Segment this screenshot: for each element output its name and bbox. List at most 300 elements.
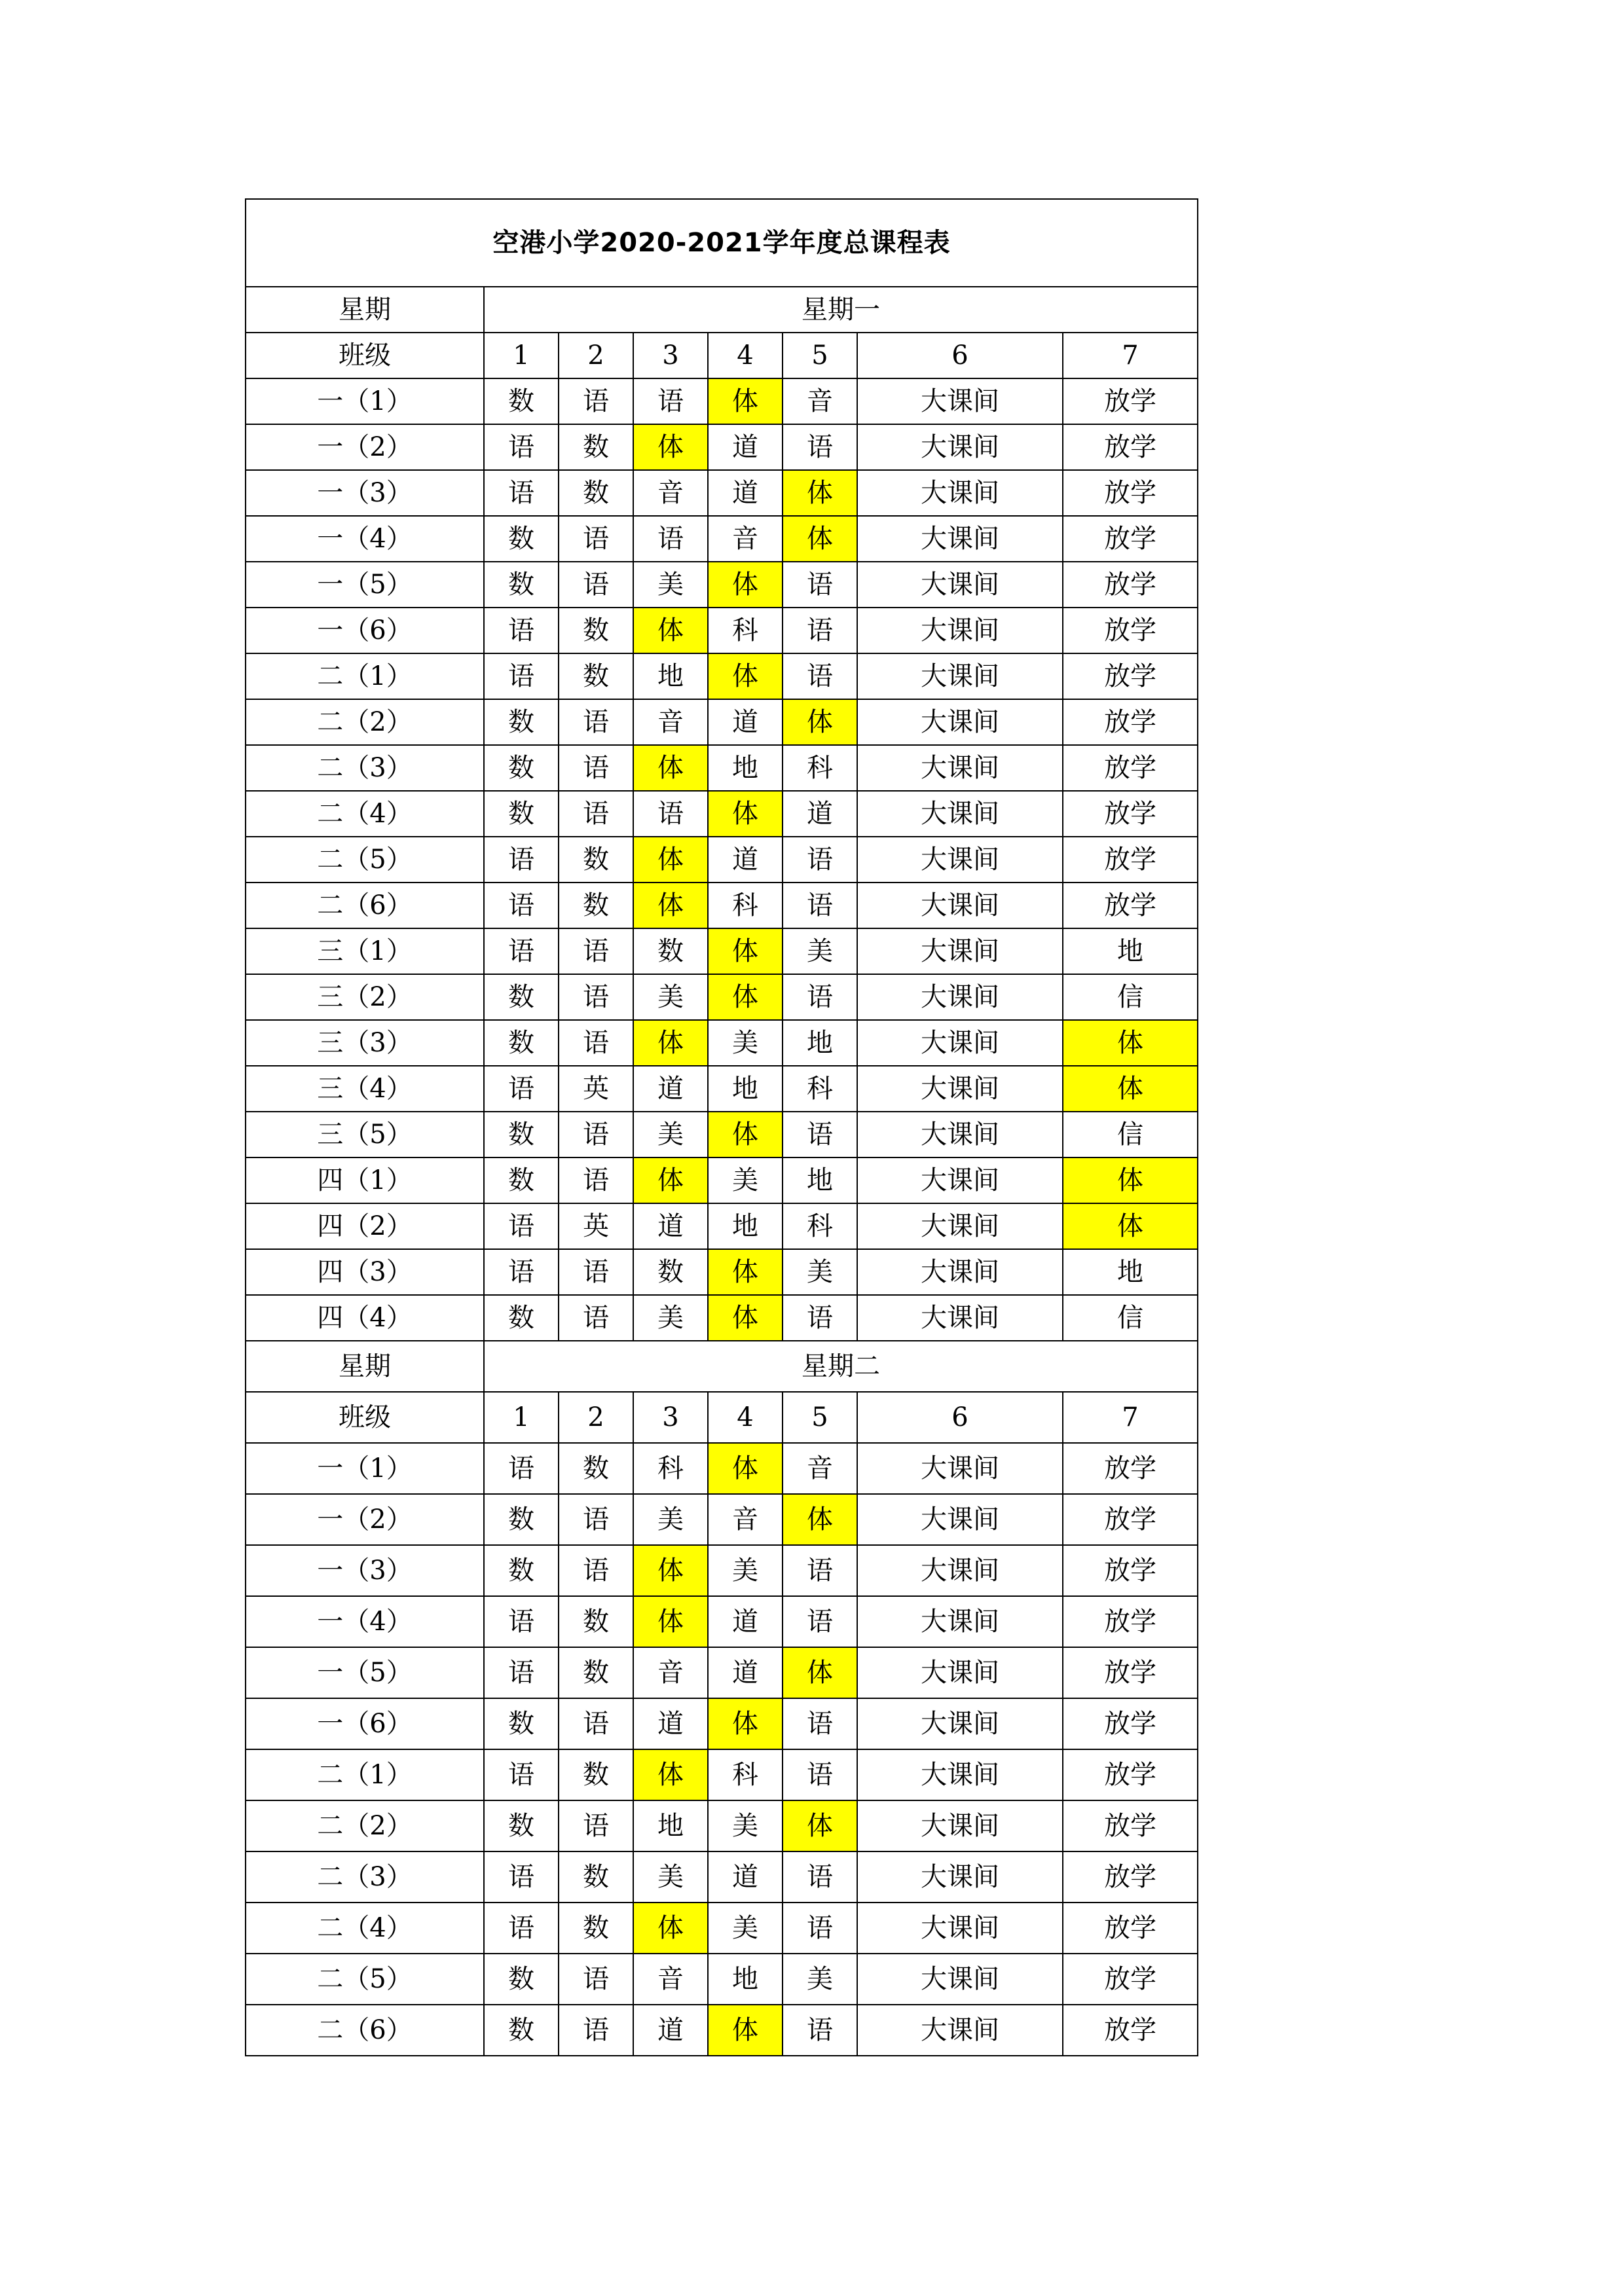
subject-cell: 美	[783, 928, 857, 974]
weekday-name: 星期二	[484, 1341, 1198, 1392]
class-name: 一（6）	[246, 608, 484, 653]
subject-cell: 大课间	[857, 1647, 1063, 1698]
subject-cell: 放学	[1063, 1800, 1198, 1851]
table-row	[246, 1443, 1198, 1494]
class-name: 二（3）	[246, 1851, 484, 1903]
class-name: 二（4）	[246, 791, 484, 837]
subject-cell: 体	[783, 699, 857, 745]
subject-cell: 放学	[1063, 424, 1198, 470]
subject-cell: 体	[633, 1545, 708, 1596]
subject-cell: 体	[783, 516, 857, 562]
subject-cell: 语	[783, 424, 857, 470]
subject-cell: 放学	[1063, 1647, 1198, 1698]
class-name: 一（4）	[246, 1596, 484, 1647]
subject-cell: 数	[484, 1494, 559, 1545]
table-row	[246, 1954, 1198, 2005]
subject-cell: 数	[633, 928, 708, 974]
class-label: 班级	[246, 333, 484, 378]
subject-cell: 数	[559, 1903, 633, 1954]
class-name: 一（5）	[246, 1647, 484, 1698]
table-row	[246, 974, 1198, 1020]
subject-cell: 体	[1063, 1066, 1198, 1112]
subject-cell: 大课间	[857, 1545, 1063, 1596]
subject-cell: 语	[484, 1647, 559, 1698]
subject-cell: 语	[559, 974, 633, 1020]
subject-cell: 美	[633, 974, 708, 1020]
subject-cell: 美	[633, 1494, 708, 1545]
subject-cell: 体	[708, 1249, 783, 1295]
subject-cell: 体	[783, 1800, 857, 1851]
subject-cell: 语	[559, 1295, 633, 1341]
table-row	[246, 699, 1198, 745]
subject-cell: 数	[559, 1851, 633, 1903]
subject-cell: 英	[559, 1203, 633, 1249]
subject-cell: 体	[1063, 1157, 1198, 1203]
subject-cell: 信	[1063, 1295, 1198, 1341]
subject-cell: 科	[783, 1066, 857, 1112]
period-number: 4	[708, 1392, 783, 1443]
period-number: 6	[857, 1392, 1063, 1443]
subject-cell: 科	[633, 1443, 708, 1494]
subject-cell: 数	[559, 1647, 633, 1698]
subject-cell: 音	[783, 378, 857, 424]
subject-cell: 道	[708, 699, 783, 745]
subject-cell: 放学	[1063, 1698, 1198, 1749]
subject-cell: 数	[484, 1800, 559, 1851]
subject-cell: 科	[708, 883, 783, 928]
subject-cell: 大课间	[857, 516, 1063, 562]
subject-cell: 放学	[1063, 699, 1198, 745]
table-row	[246, 653, 1198, 699]
subject-cell: 数	[559, 424, 633, 470]
class-name: 二（4）	[246, 1903, 484, 1954]
table-row	[246, 1596, 1198, 1647]
subject-cell: 大课间	[857, 1443, 1063, 1494]
subject-cell: 放学	[1063, 516, 1198, 562]
subject-cell: 语	[633, 378, 708, 424]
subject-cell: 放学	[1063, 470, 1198, 516]
subject-cell: 大课间	[857, 608, 1063, 653]
subject-cell: 地	[633, 1800, 708, 1851]
subject-cell: 体	[708, 378, 783, 424]
subject-cell: 体	[633, 424, 708, 470]
table-row	[246, 1112, 1198, 1157]
subject-cell: 数	[559, 608, 633, 653]
subject-cell: 语	[783, 837, 857, 883]
subject-cell: 语	[559, 1249, 633, 1295]
table-row	[246, 1800, 1198, 1851]
subject-cell: 体	[633, 1020, 708, 1066]
subject-cell: 美	[633, 1851, 708, 1903]
subject-cell: 数	[484, 974, 559, 1020]
subject-cell: 大课间	[857, 883, 1063, 928]
subject-cell: 体	[708, 2005, 783, 2056]
subject-cell: 语	[484, 653, 559, 699]
subject-cell: 体	[633, 1903, 708, 1954]
subject-cell: 大课间	[857, 653, 1063, 699]
class-name: 二（3）	[246, 745, 484, 791]
class-name: 三（2）	[246, 974, 484, 1020]
class-name: 三（1）	[246, 928, 484, 974]
subject-cell: 大课间	[857, 1494, 1063, 1545]
subject-cell: 音	[783, 1443, 857, 1494]
subject-cell: 数	[484, 378, 559, 424]
table-row	[246, 1066, 1198, 1112]
subject-cell: 道	[708, 1596, 783, 1647]
subject-cell: 美	[783, 1249, 857, 1295]
subject-cell: 音	[633, 699, 708, 745]
period-number: 6	[857, 333, 1063, 378]
subject-cell: 语	[484, 1249, 559, 1295]
subject-cell: 大课间	[857, 1066, 1063, 1112]
subject-cell: 地	[1063, 928, 1198, 974]
subject-cell: 数	[559, 1749, 633, 1800]
subject-cell: 放学	[1063, 1954, 1198, 2005]
class-name: 四（1）	[246, 1157, 484, 1203]
period-number: 7	[1063, 333, 1198, 378]
subject-cell: 语	[559, 928, 633, 974]
table-row	[246, 1295, 1198, 1341]
class-name: 三（4）	[246, 1066, 484, 1112]
subject-cell: 数	[484, 1954, 559, 2005]
subject-cell: 大课间	[857, 928, 1063, 974]
subject-cell: 语	[783, 608, 857, 653]
subject-cell: 语	[484, 470, 559, 516]
subject-cell: 大课间	[857, 378, 1063, 424]
subject-cell: 大课间	[857, 1157, 1063, 1203]
subject-cell: 体	[633, 883, 708, 928]
subject-cell: 体	[708, 928, 783, 974]
subject-cell: 语	[559, 745, 633, 791]
subject-cell: 地	[1063, 1249, 1198, 1295]
subject-cell: 科	[708, 608, 783, 653]
subject-cell: 语	[783, 883, 857, 928]
subject-cell: 语	[484, 608, 559, 653]
period-number: 7	[1063, 1392, 1198, 1443]
subject-cell: 语	[559, 1698, 633, 1749]
subject-cell: 语	[484, 883, 559, 928]
subject-cell: 音	[708, 516, 783, 562]
class-name: 一（4）	[246, 516, 484, 562]
subject-cell: 道	[708, 1647, 783, 1698]
schedule-sheet	[245, 198, 1198, 2056]
class-name: 二（1）	[246, 1749, 484, 1800]
table-row	[246, 883, 1198, 928]
subject-cell: 体	[708, 562, 783, 608]
table-row	[246, 1545, 1198, 1596]
table-row	[246, 837, 1198, 883]
subject-cell: 音	[708, 1494, 783, 1545]
subject-cell: 数	[484, 1698, 559, 1749]
subject-cell: 信	[1063, 974, 1198, 1020]
subject-cell: 道	[633, 1203, 708, 1249]
subject-cell: 放学	[1063, 837, 1198, 883]
class-name: 三（3）	[246, 1020, 484, 1066]
subject-cell: 道	[633, 1066, 708, 1112]
subject-cell: 大课间	[857, 1020, 1063, 1066]
period-number: 5	[783, 1392, 857, 1443]
subject-cell: 体	[633, 837, 708, 883]
subject-cell: 语	[633, 791, 708, 837]
period-number: 1	[484, 333, 559, 378]
subject-cell: 语	[783, 974, 857, 1020]
subject-cell: 语	[484, 928, 559, 974]
subject-cell: 大课间	[857, 1903, 1063, 1954]
subject-cell: 语	[783, 2005, 857, 2056]
subject-cell: 数	[559, 837, 633, 883]
class-name: 二（6）	[246, 2005, 484, 2056]
subject-cell: 语	[484, 1443, 559, 1494]
subject-cell: 音	[633, 1647, 708, 1698]
class-name: 一（1）	[246, 378, 484, 424]
subject-cell: 数	[484, 516, 559, 562]
subject-cell: 数	[484, 745, 559, 791]
subject-cell: 体	[1063, 1020, 1198, 1066]
subject-cell: 放学	[1063, 378, 1198, 424]
subject-cell: 大课间	[857, 470, 1063, 516]
schedule-table	[245, 198, 1198, 2056]
subject-cell: 体	[783, 1647, 857, 1698]
subject-cell: 数	[559, 470, 633, 516]
subject-cell: 语	[559, 1545, 633, 1596]
table-row	[246, 928, 1198, 974]
table-row	[246, 1203, 1198, 1249]
subject-cell: 放学	[1063, 653, 1198, 699]
subject-cell: 数	[559, 1443, 633, 1494]
subject-cell: 道	[633, 2005, 708, 2056]
class-name: 一（5）	[246, 562, 484, 608]
table-row	[246, 745, 1198, 791]
subject-cell: 语	[783, 1112, 857, 1157]
subject-cell: 体	[708, 653, 783, 699]
period-number: 1	[484, 1392, 559, 1443]
subject-cell: 语	[783, 1851, 857, 1903]
subject-cell: 语	[633, 516, 708, 562]
subject-cell: 数	[484, 1020, 559, 1066]
subject-cell: 美	[633, 1295, 708, 1341]
subject-cell: 大课间	[857, 1698, 1063, 1749]
subject-cell: 语	[559, 1112, 633, 1157]
subject-cell: 语	[783, 1596, 857, 1647]
period-number: 3	[633, 1392, 708, 1443]
subject-cell: 放学	[1063, 745, 1198, 791]
subject-cell: 体	[708, 1698, 783, 1749]
subject-cell: 数	[484, 1295, 559, 1341]
subject-cell: 体	[633, 745, 708, 791]
class-name: 二（5）	[246, 1954, 484, 2005]
subject-cell: 体	[633, 608, 708, 653]
page-title: 空港小学2020-2021学年度总课程表	[246, 199, 1198, 287]
table-row	[246, 1749, 1198, 1800]
subject-cell: 数	[484, 562, 559, 608]
subject-cell: 数	[484, 1545, 559, 1596]
class-label: 班级	[246, 1392, 484, 1443]
subject-cell: 体	[708, 791, 783, 837]
table-row	[246, 1903, 1198, 1954]
subject-cell: 语	[783, 1698, 857, 1749]
subject-cell: 数	[484, 1157, 559, 1203]
subject-cell: 语	[783, 1545, 857, 1596]
class-name: 四（4）	[246, 1295, 484, 1341]
subject-cell: 美	[633, 562, 708, 608]
table-row	[246, 562, 1198, 608]
class-name: 一（2）	[246, 424, 484, 470]
subject-cell: 语	[484, 1596, 559, 1647]
table-row	[246, 470, 1198, 516]
period-header-row	[246, 1392, 1198, 1443]
subject-cell: 大课间	[857, 562, 1063, 608]
subject-cell: 语	[783, 562, 857, 608]
subject-cell: 放学	[1063, 1443, 1198, 1494]
subject-cell: 体	[633, 1157, 708, 1203]
class-name: 二（1）	[246, 653, 484, 699]
subject-cell: 放学	[1063, 562, 1198, 608]
subject-cell: 大课间	[857, 1295, 1063, 1341]
subject-cell: 语	[559, 1157, 633, 1203]
period-number: 5	[783, 333, 857, 378]
subject-cell: 放学	[1063, 2005, 1198, 2056]
class-name: 二（2）	[246, 1800, 484, 1851]
table-row	[246, 791, 1198, 837]
subject-cell: 大课间	[857, 1749, 1063, 1800]
weekday-name: 星期一	[484, 287, 1198, 333]
subject-cell: 道	[708, 1851, 783, 1903]
subject-cell: 大课间	[857, 1954, 1063, 2005]
subject-cell: 语	[559, 516, 633, 562]
subject-cell: 大课间	[857, 1851, 1063, 1903]
subject-cell: 体	[633, 1596, 708, 1647]
subject-cell: 美	[708, 1800, 783, 1851]
class-name: 四（3）	[246, 1249, 484, 1295]
class-name: 一（2）	[246, 1494, 484, 1545]
subject-cell: 语	[559, 1954, 633, 2005]
table-row	[246, 1698, 1198, 1749]
subject-cell: 语	[559, 1494, 633, 1545]
subject-cell: 数	[559, 1596, 633, 1647]
weekday-header-row	[246, 1341, 1198, 1392]
subject-cell: 放学	[1063, 1494, 1198, 1545]
subject-cell: 语	[559, 699, 633, 745]
subject-cell: 体	[708, 1295, 783, 1341]
subject-cell: 大课间	[857, 974, 1063, 1020]
subject-cell: 语	[559, 791, 633, 837]
subject-cell: 美	[708, 1020, 783, 1066]
subject-cell: 体	[708, 1112, 783, 1157]
subject-cell: 语	[559, 1020, 633, 1066]
subject-cell: 语	[484, 1851, 559, 1903]
subject-cell: 道	[708, 470, 783, 516]
class-name: 三（5）	[246, 1112, 484, 1157]
subject-cell: 语	[484, 1203, 559, 1249]
period-header-row	[246, 333, 1198, 378]
subject-cell: 科	[783, 1203, 857, 1249]
subject-cell: 地	[633, 653, 708, 699]
subject-cell: 大课间	[857, 424, 1063, 470]
subject-cell: 语	[484, 837, 559, 883]
subject-cell: 道	[708, 424, 783, 470]
subject-cell: 大课间	[857, 1249, 1063, 1295]
subject-cell: 美	[783, 1954, 857, 2005]
title-row	[246, 199, 1198, 287]
subject-cell: 放学	[1063, 1749, 1198, 1800]
table-row	[246, 1851, 1198, 1903]
subject-cell: 体	[783, 470, 857, 516]
subject-cell: 音	[633, 470, 708, 516]
subject-cell: 地	[783, 1157, 857, 1203]
table-row	[246, 608, 1198, 653]
subject-cell: 地	[708, 1954, 783, 2005]
subject-cell: 放学	[1063, 1596, 1198, 1647]
subject-cell: 大课间	[857, 1800, 1063, 1851]
table-row	[246, 516, 1198, 562]
subject-cell: 放学	[1063, 1545, 1198, 1596]
table-row	[246, 1647, 1198, 1698]
class-name: 二（6）	[246, 883, 484, 928]
table-row	[246, 424, 1198, 470]
subject-cell: 语	[559, 2005, 633, 2056]
subject-cell: 数	[484, 791, 559, 837]
subject-cell: 音	[633, 1954, 708, 2005]
subject-cell: 美	[708, 1157, 783, 1203]
subject-cell: 语	[559, 378, 633, 424]
table-row	[246, 1494, 1198, 1545]
subject-cell: 语	[484, 424, 559, 470]
class-name: 一（3）	[246, 1545, 484, 1596]
subject-cell: 语	[484, 1749, 559, 1800]
subject-cell: 体	[708, 974, 783, 1020]
subject-cell: 体	[1063, 1203, 1198, 1249]
weekday-label: 星期	[246, 287, 484, 333]
subject-cell: 信	[1063, 1112, 1198, 1157]
class-name: 二（5）	[246, 837, 484, 883]
subject-cell: 美	[633, 1112, 708, 1157]
weekday-label: 星期	[246, 1341, 484, 1392]
subject-cell: 数	[484, 2005, 559, 2056]
class-name: 一（1）	[246, 1443, 484, 1494]
table-row	[246, 378, 1198, 424]
subject-cell: 放学	[1063, 1903, 1198, 1954]
period-number: 2	[559, 333, 633, 378]
subject-cell: 语	[783, 1295, 857, 1341]
subject-cell: 美	[708, 1903, 783, 1954]
subject-cell: 道	[783, 791, 857, 837]
subject-cell: 英	[559, 1066, 633, 1112]
subject-cell: 数	[559, 883, 633, 928]
table-row	[246, 1249, 1198, 1295]
subject-cell: 大课间	[857, 1112, 1063, 1157]
subject-cell: 大课间	[857, 1596, 1063, 1647]
subject-cell: 大课间	[857, 791, 1063, 837]
subject-cell: 放学	[1063, 1851, 1198, 1903]
subject-cell: 体	[708, 1443, 783, 1494]
subject-cell: 数	[484, 1112, 559, 1157]
table-row	[246, 2005, 1198, 2056]
table-row	[246, 1020, 1198, 1066]
subject-cell: 放学	[1063, 883, 1198, 928]
subject-cell: 地	[708, 1203, 783, 1249]
subject-cell: 科	[783, 745, 857, 791]
subject-cell: 语	[484, 1066, 559, 1112]
subject-cell: 语	[559, 562, 633, 608]
subject-cell: 地	[708, 745, 783, 791]
class-name: 一（6）	[246, 1698, 484, 1749]
subject-cell: 数	[559, 653, 633, 699]
subject-cell: 体	[783, 1494, 857, 1545]
subject-cell: 大课间	[857, 699, 1063, 745]
subject-cell: 大课间	[857, 745, 1063, 791]
subject-cell: 大课间	[857, 2005, 1063, 2056]
subject-cell: 体	[633, 1749, 708, 1800]
